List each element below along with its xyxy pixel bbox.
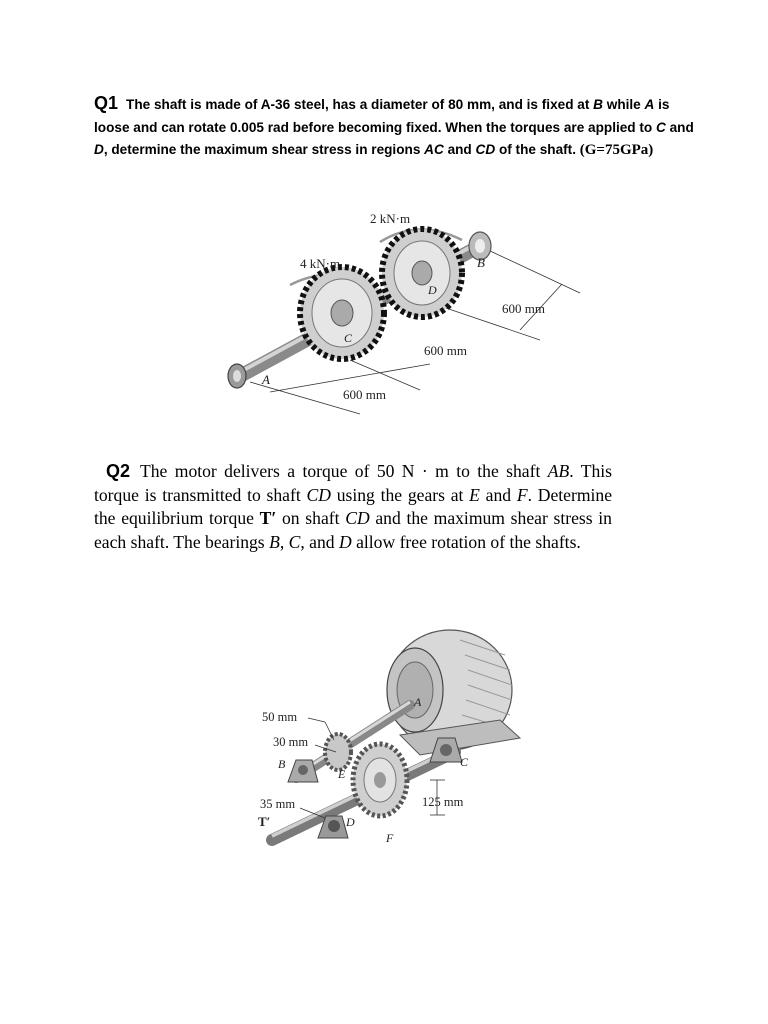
label-t-prime: T′ bbox=[258, 814, 271, 829]
question-1-text: Q1 The shaft is made of A-36 steel, has a diameter of 80 mm, and is fixed at B while A is loose and can rotate 0.005 rad before becoming fixed. When the torques are applied to C and D, determine the maximum shear stress in regions AC and CD of the shaft. (G=75GPa) bbox=[94, 93, 694, 158]
label-b: B bbox=[278, 757, 286, 771]
label-f: F bbox=[386, 831, 394, 845]
torque-label-4kNm: 4 kN·m bbox=[300, 256, 341, 271]
question-2-number: Q2 bbox=[106, 461, 131, 481]
question-2-text: Q2 The motor delivers a torque of 50 N · m to the shaft AB. This torque is transmitted to shaft CD using the gears at E and F. Determine the equilibrium torque T′ on shaft CD and the maximum shear stress in each shaft. The bearings B, C, and D allow free rotation of the shafts. bbox=[94, 461, 612, 552]
motor-gear-figure bbox=[250, 625, 530, 860]
question-1-number: Q1 bbox=[94, 93, 119, 113]
label-a: A bbox=[262, 372, 270, 387]
dim-50mm: 50 mm bbox=[262, 710, 298, 724]
label-d: D bbox=[428, 283, 437, 297]
label-c: C bbox=[344, 331, 353, 345]
dim-cd: 600 mm bbox=[424, 343, 467, 358]
label-a: A bbox=[414, 695, 422, 709]
dim-30mm: 30 mm bbox=[273, 735, 309, 749]
dim-125mm: 125 mm bbox=[422, 795, 464, 809]
label-e: E bbox=[338, 767, 346, 781]
dim-35mm: 35 mm bbox=[260, 797, 296, 811]
label-d: D bbox=[346, 815, 355, 829]
shaft-figure bbox=[190, 200, 590, 430]
label-b: B bbox=[477, 255, 485, 270]
label-c: C bbox=[460, 755, 469, 769]
torque-label-2kNm: 2 kN·m bbox=[370, 211, 411, 226]
dim-ac: 600 mm bbox=[343, 387, 386, 402]
dim-db: 600 mm bbox=[502, 301, 545, 316]
